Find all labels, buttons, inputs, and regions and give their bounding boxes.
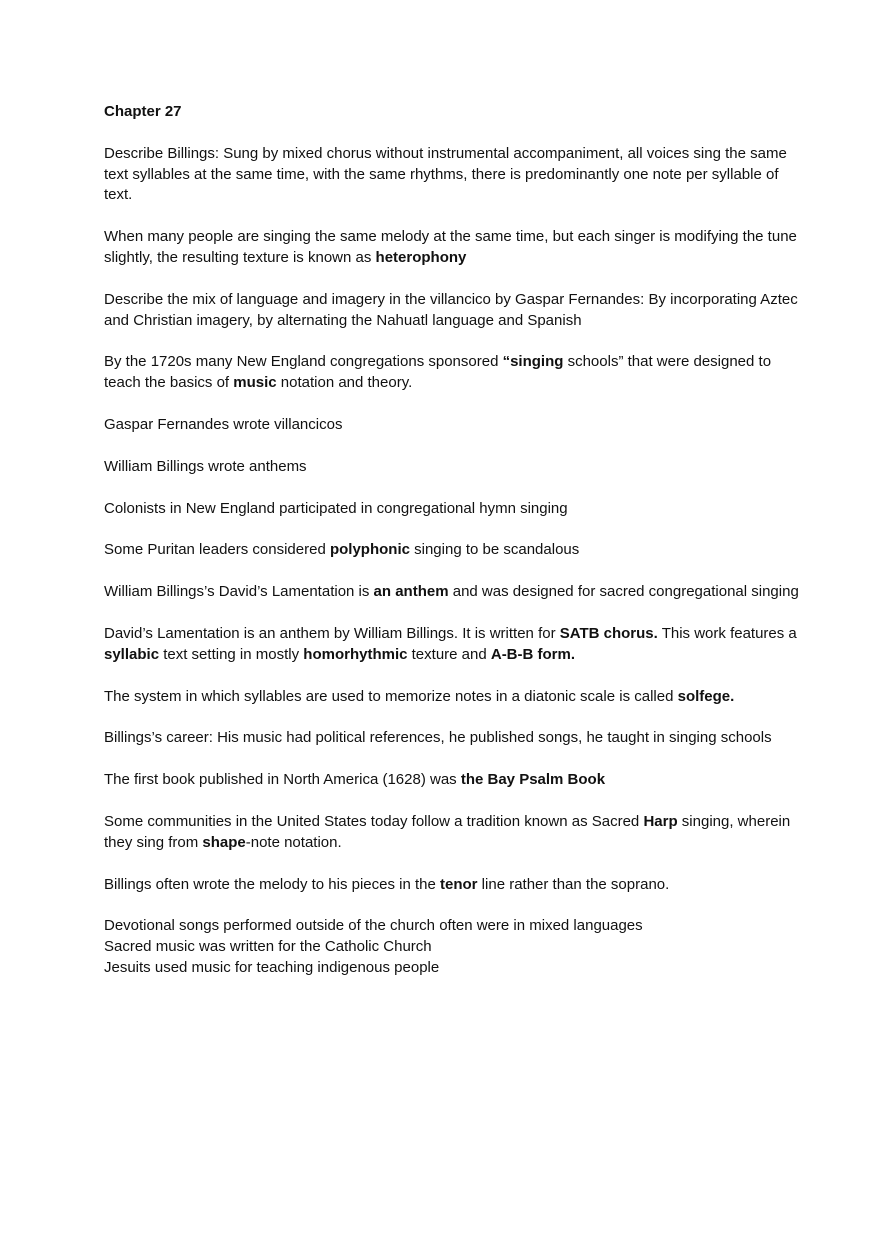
paragraph [104, 687, 804, 708]
chapter-title: Chapter 27 [104, 103, 182, 120]
bold-term: the Bay Psalm Book [460, 771, 606, 789]
bold-term: shape [202, 833, 246, 851]
text-segment: Colonists in New England participated in congregational hymn singing [104, 499, 568, 517]
text-segment: and was designed for sacred congregational singing [448, 583, 799, 601]
text-segment: Describe Billings: Sung by mixed chorus without instrumental accompaniment, all voices sing the same text syllables at the same time, with the same rhythms, there is predominantly one note per syllable of text. [104, 144, 787, 204]
bold-term: A-B-B form. [490, 645, 576, 663]
text-segment: William Billings wrote anthems [104, 457, 307, 475]
paragraph [104, 540, 804, 561]
text-segment: Some communities in the United States today follow a tradition known as Sacred [104, 812, 644, 830]
paragraph [104, 875, 804, 896]
text-segment: Describe the mix of language and imagery in the villancico by Gaspar Fernandes: By incorporating Aztec and Christian imagery, by alternating the Nahuatl language and Spanish [104, 290, 798, 329]
bold-term: music [233, 374, 277, 392]
text-segment: William Billings’s David’s Lamentation is [104, 583, 374, 601]
text-segment: singing to be scandalous [409, 541, 580, 559]
bold-term: Harp [643, 812, 678, 830]
bold-term: heterophony [375, 248, 467, 266]
bold-term: polyphonic [329, 541, 410, 559]
text-segment: line rather than the soprano. [477, 875, 670, 893]
paragraph [104, 144, 804, 206]
text-segment: schools” that were designed to teach the basics of [104, 353, 772, 392]
bold-term: an anthem [373, 583, 449, 601]
paragraph [104, 728, 804, 749]
final-line: Devotional songs performed outside of the church often were in mixed languages [104, 917, 643, 935]
text-segment: singing, wherein they sing from [104, 812, 791, 851]
paragraph [104, 624, 804, 666]
final-line: Sacred music was written for the Catholic Church [104, 938, 432, 956]
final-line: Jesuits used music for teaching indigenous people [104, 958, 440, 976]
text-segment: By the 1720s many New England congregations sponsored [104, 353, 503, 371]
paragraph [104, 415, 804, 436]
text-segment: notation and theory. [276, 374, 413, 392]
bold-term: solfege. [677, 687, 735, 705]
paragraph [104, 770, 804, 791]
bold-term: tenor [440, 875, 478, 893]
bold-term: SATB chorus. [559, 624, 658, 642]
text-segment: Billings’s career: His music had political references, he published songs, he taught in singing schools [104, 729, 772, 747]
text-segment: Gaspar Fernandes wrote villancicos [104, 415, 343, 433]
bold-term: homorhythmic [303, 645, 408, 663]
text-segment: text setting in mostly [159, 645, 304, 663]
text-segment: Billings often wrote the melody to his pieces in the [104, 875, 441, 893]
paragraph [104, 499, 804, 520]
text-segment: This work features a [657, 624, 797, 642]
text-segment: The first book published in North America (1628) was [104, 771, 461, 789]
paragraph [104, 457, 804, 478]
paragraph [104, 582, 804, 603]
document-page [104, 102, 804, 979]
paragraph [104, 352, 804, 394]
text-segment: When many people are singing the same melody at the same time, but each singer is modifying the tune slightly, the resulting texture is known as [104, 228, 797, 266]
text-segment: Some Puritan leaders considered [104, 541, 330, 559]
text-segment: The system in which syllables are used to memorize notes in a diatonic scale is called [104, 687, 678, 705]
text-segment: texture and [407, 645, 491, 663]
paragraph [104, 227, 804, 269]
final-lines [104, 916, 804, 978]
text-segment: David’s Lamentation is an anthem by William Billings. It is written for [104, 624, 560, 642]
paragraph [104, 290, 804, 332]
paragraph [104, 812, 804, 854]
bold-term: syllabic [104, 645, 160, 663]
text-segment: -note notation. [245, 833, 342, 851]
paragraph-list [104, 144, 804, 896]
bold-term: “singing [502, 353, 564, 371]
